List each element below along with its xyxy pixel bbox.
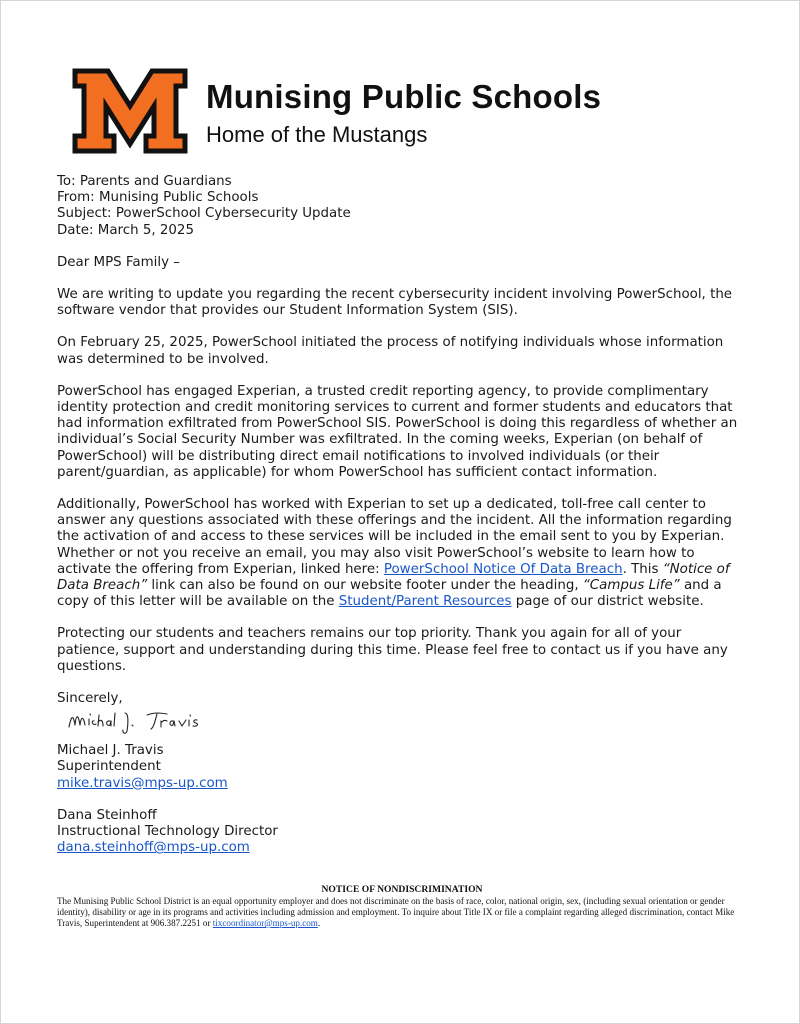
paragraph-1: We are writing to update you regarding the recent cybersecurity incident involving PowerSchool, the software vendor that provides our Student Information System (SIS). [57,287,733,319]
paragraph-4-text-d: and a copy of this letter will be available on the [57,578,722,610]
signer-steinhoff [57,808,747,857]
paragraph-4-text-b: . This [622,561,663,577]
notice-body [57,896,747,929]
notice-body-end: . [317,918,321,928]
campus-life-quote: “Campus Life” [582,578,680,594]
paragraph-4-text-a: Additionally, PowerSchool has worked with Experian to set up a dedicated, toll-free call center to answer any questions associated with these offerings and the incident. All the information regarding the activation of and access to these services will be included in the email sent to you by Experian. Whether or not you receive an email, you may also visit PowerSchool’s website to learn how to activate the offering from Experian, linked here: [57,497,732,577]
memo-subject: Subject: PowerSchool Cybersecurity Update [57,206,351,222]
closing: Sincerely, [57,691,123,707]
title-ix-email-link[interactable]: tixcoordinator@mps-up.com [212,918,318,928]
letterhead [72,68,732,156]
paragraph-4 [57,497,747,610]
school-name: Munising Public Schools [206,78,602,115]
signer-steinhoff-name: Dana Steinhoff [57,807,157,823]
memo-header [57,174,747,239]
signer-travis-title: Superintendent [57,759,161,775]
paragraph-4-text-e: page of our district website. [511,594,704,610]
signer-travis-name: Michael J. Travis [57,743,164,759]
signer-travis-email[interactable]: mike.travis@mps-up.com [57,775,228,791]
paragraph-4-text-c: link can also be found on our website footer under the heading, [147,578,583,594]
signer-travis [57,743,747,792]
student-parent-resources-link[interactable]: Student/Parent Resources [338,594,512,610]
signer-steinhoff-title: Instructional Technology Director [57,824,278,840]
notice-title: NOTICE OF NONDISCRIMINATION [321,884,483,895]
signature-image [63,703,233,741]
signer-steinhoff-email[interactable]: dana.steinhoff@mps-up.com [57,840,250,856]
nondiscrimination-notice [57,884,747,929]
memo-date: Date: March 5, 2025 [57,222,194,238]
paragraph-2: On February 25, 2025, PowerSchool initiated the process of notifying individuals whose information was determined to be involved. [57,335,724,367]
greeting: Dear MPS Family – [57,254,180,270]
notice-of-data-breach-quote: “Notice of Data Breach” [57,561,730,594]
memo-from: From: Munising Public Schools [57,190,259,206]
school-tagline: Home of the Mustangs [206,122,428,147]
powerschool-notice-link[interactable]: PowerSchool Notice Of Data Breach [383,561,623,577]
paragraph-5: Protecting our students and teachers remains our top priority. Thank you again for all of your patience, support and understanding during this time. Please feel free to contact us if you have any questions. [57,626,728,674]
paragraph-3: PowerSchool has engaged Experian, a trusted credit reporting agency, to provide complimentary identity protection and credit monitoring services to current and former students and educators that had information exfiltrated from PowerSchool SIS. PowerSchool is doing this regardless of whether an individual’s Social Security Number was exfiltrated. In the coming weeks, Experian (on behalf of PowerSchool) will be distributing direct email notifications to involved individuals (or their parent/guardian, as applicable) for whom PowerSchool has sufficient contact information. [57,383,738,480]
letter-body [57,174,747,873]
school-logo-m [72,68,188,154]
notice-body-text: The Munising Public School District is an equal opportunity employer and does not discriminate on the basis of race, color, national origin, sex, (including sexual orientation or gender identity), disability or age in its programs and activities including admission and employment. To inquire about Title IX or file a complaint regarding alleged discrimination, contact Mike Travis, Superintendent at 906.387.2251 or [57,896,735,928]
memo-to: To: Parents and Guardians [57,174,232,189]
